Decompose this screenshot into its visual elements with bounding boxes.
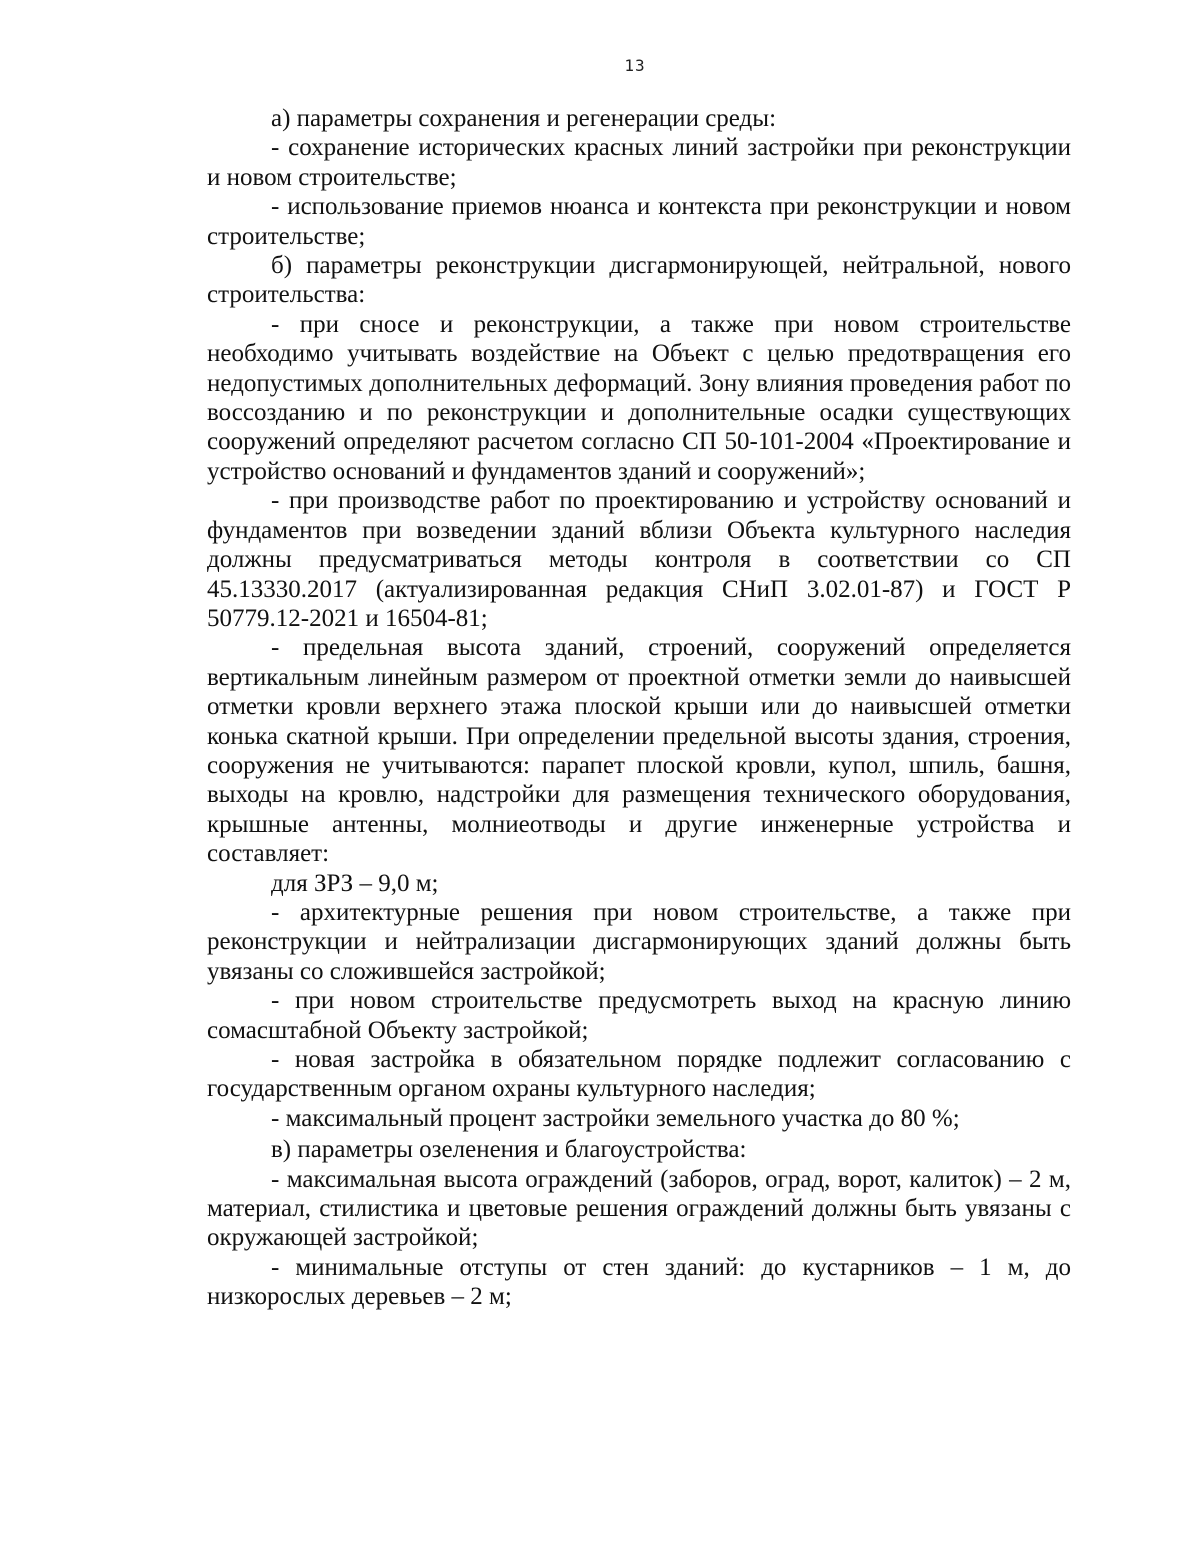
paragraph-demolition: - при сносе и реконструкции, а также при новом строительстве необходимо учитывать воздействие на Объект с целью предотвращения его недопустимых дополнительных деформаций. Зону влияния проведения работ по воссозданию и по реконструкции и дополнительные осадки существующих сооружений определяют расчетом согласно СП 50-101-2004 «Проектирование и устройство оснований и фундаментов зданий и сооружений»;: [207, 310, 1071, 485]
paragraph-architectural-solutions: - архитектурные решения при новом строительстве, а также при реконструкции и нейтрализации дисгармонирующих зданий должны быть увязаны со сложившейся застройкой;: [207, 898, 1071, 985]
paragraph-setbacks: - минимальные отступы от стен зданий: до кустарников – 1 м, до низкорослых деревьев – 2 м;: [207, 1253, 1071, 1311]
paragraph-red-line-access: - при новом строительстве предусмотреть выход на красную линию сомасштабной Объекту застройкой;: [207, 987, 1071, 1044]
paragraph-nuance-context: - использование приемов нюанса и контекста при реконструкции и новом строительстве;: [207, 193, 1071, 250]
paragraph-foundations: - при производстве работ по проектированию и устройству оснований и фундаментов при возведении зданий вблизи Объекта культурного наследия должны предусматриваться методы контроля в соответствии со СП 45.13330.2017 (актуализированная редакция СНиП 3.02.01-87) и ГОСТ Р 50779.12-2021 и 16504-81;: [207, 487, 1071, 632]
paragraph-fences: - максимальная высота ограждений (заборов, оград, ворот, калиток) – 2 м, материал, стилистика и цветовые решения ограждений должны быть увязаны с окружающей застройкой;: [207, 1165, 1071, 1252]
paragraph-a-heading: а) параметры сохранения и регенерации среды:: [271, 105, 777, 132]
paragraph-building-percent: - максимальный процент застройки земельного участка до 80 %;: [271, 1104, 960, 1132]
paragraph-c-heading: в) параметры озеленения и благоустройства:: [271, 1136, 747, 1164]
document-body: [207, 104, 1071, 1312]
page-number: 13: [624, 56, 646, 75]
paragraph-approval: - новая застройка в обязательном порядке подлежит согласованию с государственным органом охраны культурного наследия;: [207, 1046, 1071, 1103]
paragraph-b-heading: б) параметры реконструкции дисгармонирующей, нейтральной, нового строительства:: [207, 252, 1071, 309]
paragraph-height-limit: - предельная высота зданий, строений, сооружений определяется вертикальным линейным размером от проектной отметки земли до наивысшей отметки кровли верхнего этажа плоской крыши или до наивысшей отметки конька скатной крыши. При определении предельной высоты здания, строения, сооружения не учитываются: парапет плоской кровли, купол, шпиль, башня, выходы на кровлю, надстройки для размещения технического оборудования, крышные антенны, молниеотводы и другие инженерные устройства и составляет:: [207, 634, 1071, 868]
paragraph-zrz-height: для ЗРЗ – 9,0 м;: [271, 869, 439, 897]
paragraph-red-lines: - сохранение исторических красных линий застройки при реконструкции и новом строительстве;: [207, 134, 1071, 191]
